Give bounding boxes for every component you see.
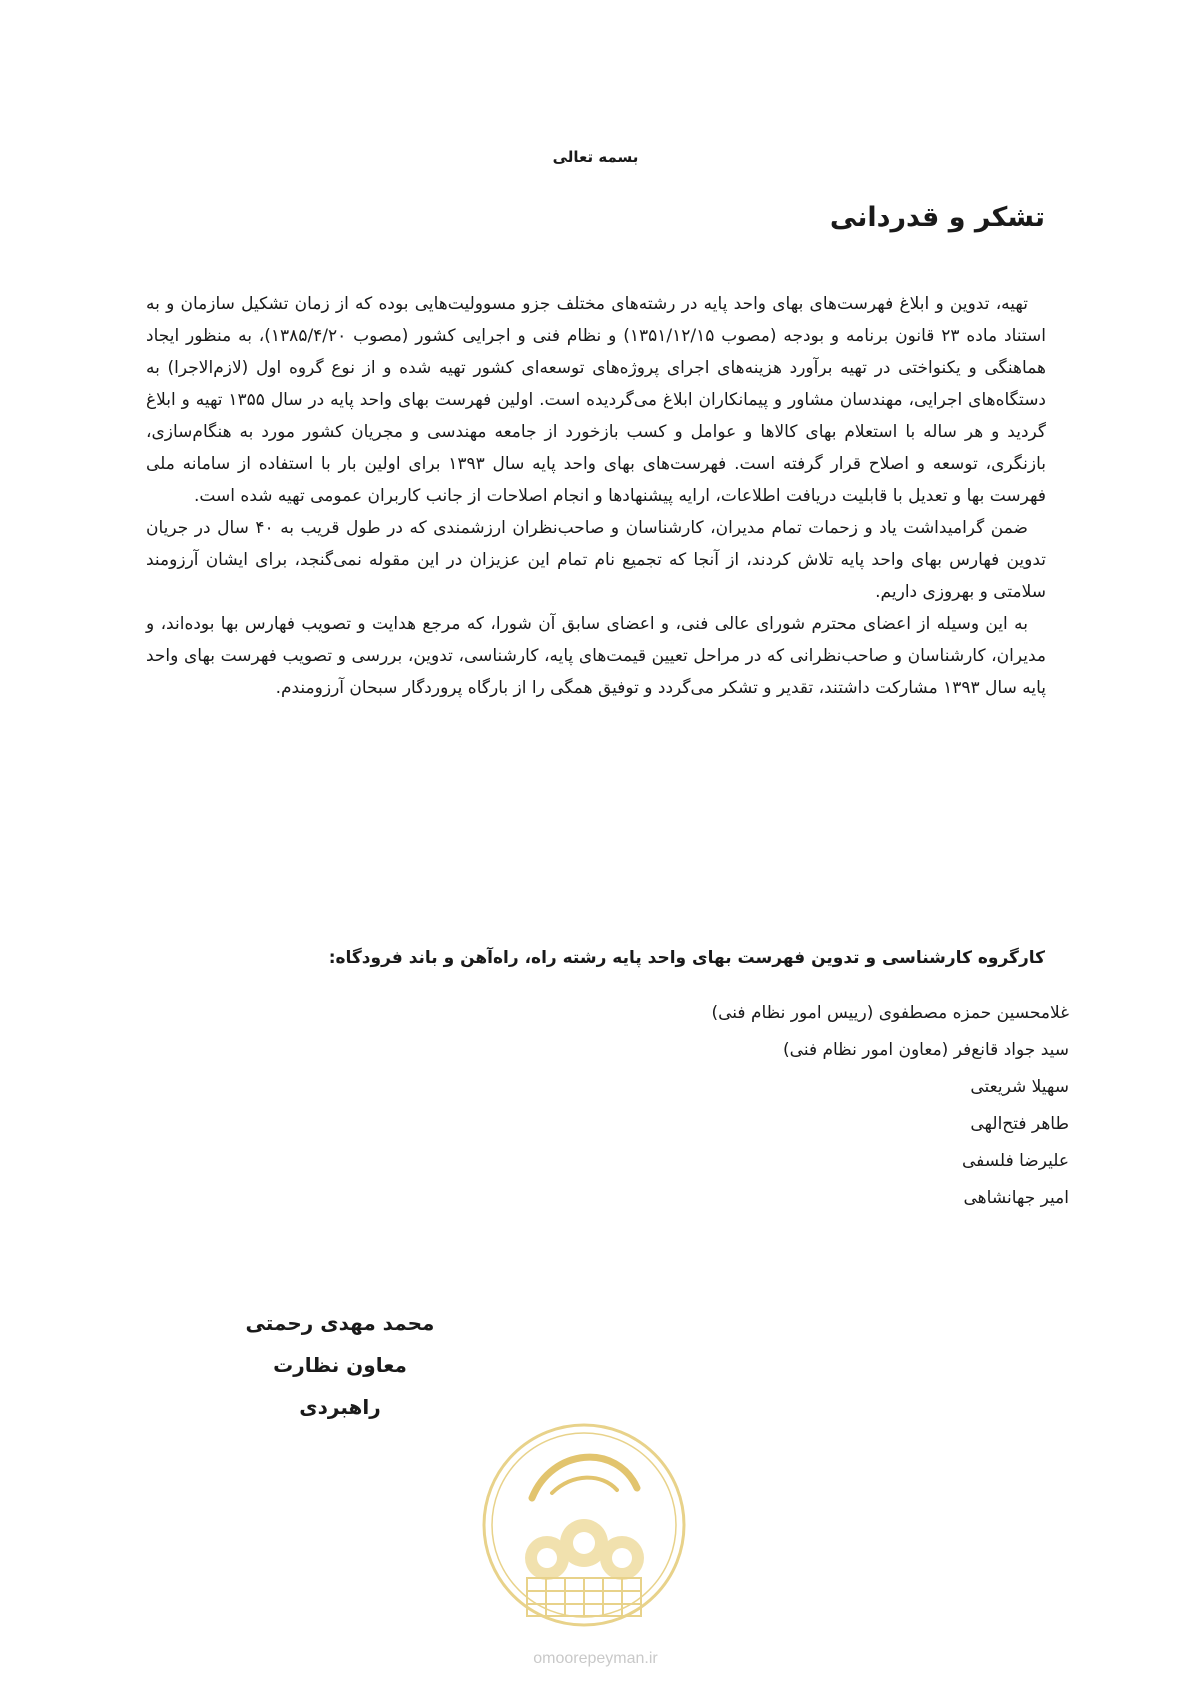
- team-member: طاهر فتح‌الهی: [970, 1114, 1069, 1134]
- signatory-position: معاون نظارت راهبردی: [273, 1353, 407, 1419]
- page-title: تشکر و قدردانی: [829, 202, 1045, 233]
- team-member: سهیلا شریعتی: [970, 1077, 1069, 1097]
- seal-logo-icon: [477, 1418, 691, 1632]
- watermark-text: omoorepeyman.ir: [533, 1650, 658, 1667]
- team-member: علیرضا فلسفی: [962, 1151, 1069, 1171]
- paragraph-3: به این وسیله از اعضای محترم شورای عالی فنی، و اعضای سابق آن شورا، که مرجع هدایت و تصویب فهارس بها بوده‌اند، و مدیران، کارشناسان و صاحب‌نظرانی که در مراحل تعیین قیمت‌های پایه، کارشناسی، تدوین، بررسی و تصویب فهرست بهای واحد پایه سال ۱۳۹۳ مشارکت داشتند، تقدیر و تشکر می‌گردد و توفیق همگی را از بارگاه پروردگار سبحان آرزومندم.: [146, 614, 1046, 698]
- signatory-name: محمد مهدی رحمتی: [245, 1311, 435, 1335]
- paragraph-1: تهیه، تدوین و ابلاغ فهرست‌های بهای واحد پایه در رشته‌های مختلف جزو مسوولیت‌هایی بوده که از زمان تشکیل سازمان و به استناد ماده ۲۳ قانون برنامه و بودجه (مصوب ۱۳۵۱/۱۲/۱۵) و نظام فنی و اجرایی کشور (مصوب ۱۳۸۵/۴/۲۰)، به منظور ایجاد هماهنگی و یکنواختی در تهیه برآورد هزینه‌های اجرای پروژه‌های توسعه‌ای کشور تهیه شده و از نوع گروه اول (لازم‌الاجرا) به دستگاه‌های اجرایی، مهندسان مشاور و پیمانکاران ابلاغ می‌گردیده است. اولین فهرست بهای واحد پایه در سال ۱۳۵۵ تهیه و ابلاغ گردید و هر ساله با استعلام بهای کالاها و عوامل و کسب بازخورد از جامعه مهندسی و مجریان کشور مورد به هنگام‌سازی، بازنگری، توسعه و اصلاح قرار گرفته است. فهرست‌های بهای واحد پایه سال ۱۳۹۳ برای اولین بار با استفاده از سامانه ملی فهرست بها و تعدیل با قابلیت دریافت اطلاعات، ارایه پیشنهادها و انجام اصلاحات از جانب کاربران عمومی تهیه شده است.: [146, 294, 1047, 506]
- team-member: غلامحسین حمزه مصطفوی (رییس امور نظام فنی): [711, 1003, 1069, 1023]
- team-member: امیر جهانشاهی: [963, 1188, 1069, 1208]
- invocation-line: بسمه تعالی: [552, 148, 639, 166]
- body-text: [146, 288, 1046, 704]
- signature-block: [230, 1302, 450, 1428]
- team-heading: کارگروه کارشناسی و تدوین فهرست بهای واحد پایه رشته راه، راه‌آهن و باند فرودگاه:: [328, 948, 1045, 968]
- paragraph-2: ضمن گرامیداشت یاد و زحمات تمام مدیران، کارشناسان و صاحب‌نظران ارزشمندی که در طول قریب به ۴۰ سال در جریان تدوین فهارس بهای واحد پایه تلاش کردند، از آنجا که تجمیع نام تمام این عزیزان در این مقوله نمی‌گنجد، برای ایشان آرزومند سلامتی و بهروزی داریم.: [146, 518, 1046, 602]
- team-member: سید جواد قانع‌فر (معاون امور نظام فنی): [783, 1040, 1069, 1060]
- team-members-list: [711, 995, 1069, 1217]
